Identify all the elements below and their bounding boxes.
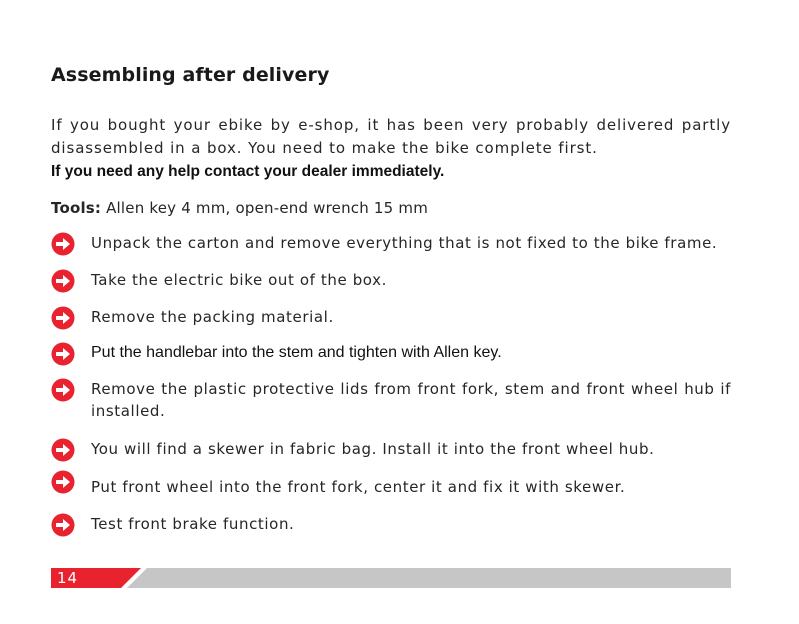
tools-label: Tools: (51, 199, 102, 217)
page-number: 14 (57, 569, 79, 587)
step-text: Put front wheel into the front fork, center it and fix it with skewer. (91, 478, 626, 496)
help-notice: If you need any help contact your dealer immediately. (51, 163, 445, 180)
step-text: You will find a skewer in fabric bag. Install it into the front wheel hub. (91, 440, 655, 458)
tools-list: Allen key 4 mm, open-end wrench 15 mm (101, 199, 429, 217)
arrow-right-circle-icon (51, 232, 75, 256)
intro-paragraph: If you bought your ebike by e-shop, it has been very probably delivered partly disassembled in a box. You need to make the bike complete first. (51, 116, 731, 157)
arrow-right-circle-icon (51, 513, 75, 537)
step-text: Remove the plastic protective lids from front fork, stem and front wheel hub if installed. (91, 380, 731, 420)
step-text: Unpack the carton and remove everything that is not fixed to the bike frame. (91, 234, 718, 252)
arrow-right-circle-icon (51, 438, 75, 462)
arrow-right-circle-icon (51, 306, 75, 330)
arrow-right-circle-icon (51, 342, 75, 366)
footer-bar (51, 568, 731, 588)
arrow-right-circle-icon (51, 378, 75, 402)
step-text: Remove the packing material. (91, 308, 334, 326)
step-text: Test front brake function. (91, 515, 295, 533)
page-title: Assembling after delivery (51, 64, 330, 86)
arrow-right-circle-icon (51, 470, 75, 494)
arrow-right-circle-icon (51, 269, 75, 293)
step-text: Take the electric bike out of the box. (91, 271, 387, 289)
step-text: Put the handlebar into the stem and tighten with Allen key. (91, 344, 502, 361)
tools-line (51, 197, 428, 220)
